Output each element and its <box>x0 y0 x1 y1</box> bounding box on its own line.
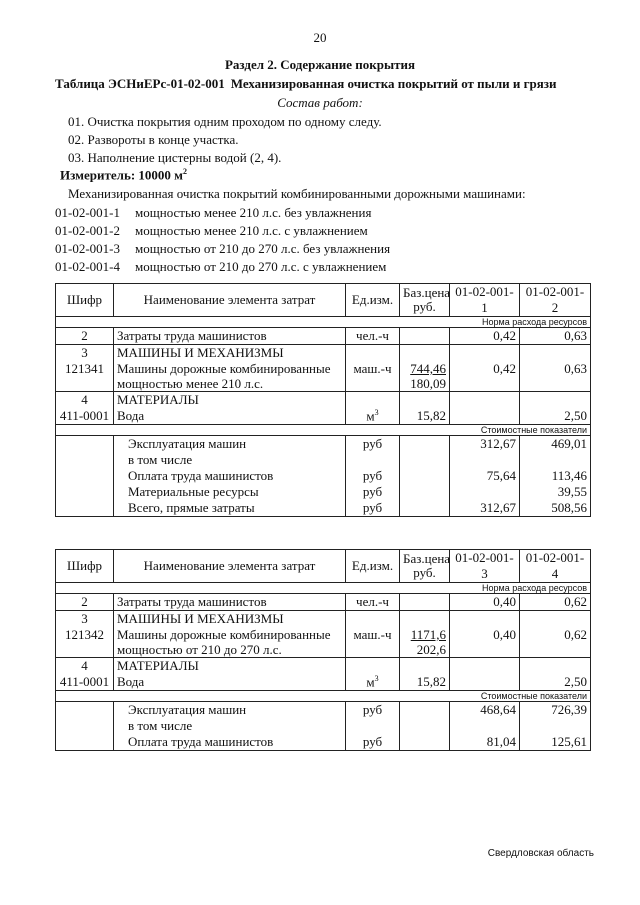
table-row: 2 Затраты труда машинистов чел.-ч 0,42 0,63 <box>56 328 591 345</box>
footer-region: Свердловская область <box>487 848 594 859</box>
work-item: 02. Развороты в конце участка. <box>68 132 239 147</box>
variant-row: 01-02-001-3 мощностью от 210 до 270 л.с. без увлажнения <box>55 241 391 256</box>
header-unit: Ед.изм. <box>346 550 400 583</box>
header-base-price: Баз.цена руб. <box>400 284 450 317</box>
variant-row: 01-02-001-2 мощностью менее 210 л.с. с увлажнением <box>55 223 368 238</box>
header-col-a: 01-02-001-1 <box>450 284 520 317</box>
table-name: Механизированная очистка покрытий от пыли и грязи <box>230 76 557 91</box>
header-shifr: Шифр <box>56 550 114 583</box>
cost-table-2 <box>55 549 591 751</box>
table-row: 121341 Машины дорожные комбинированные мощностью менее 210 л.с. маш.-ч 744,46 180,09 0,42 0,63 <box>56 361 591 392</box>
table-row: 411-0001 Вода $м^3$ 15,82 2,50 <box>56 674 591 691</box>
norm-label-row: Норма расхода ресурсов <box>56 583 591 594</box>
table-row: 3 МАШИНЫ И МЕХАНИЗМЫ <box>56 345 591 362</box>
page-number: 20 <box>313 30 327 45</box>
summary-row: Всего, прямые затраты руб 312,67 508,56 <box>56 500 591 517</box>
summary-row: Оплата труда машинистов руб 81,04 125,61 <box>56 734 591 751</box>
summary-row: в том числе <box>56 452 591 468</box>
header-name: Наименование элемента затрат <box>114 550 346 583</box>
table-row: 3 МАШИНЫ И МЕХАНИЗМЫ <box>56 611 591 628</box>
summary-row: Эксплуатация машин руб 468,64 726,39 <box>56 702 591 719</box>
header-col-a: 01-02-001-3 <box>450 550 520 583</box>
header-base-price: Баз.цена руб. <box>400 550 450 583</box>
table-row: 4 МАТЕРИАЛЫ <box>56 392 591 409</box>
summary-row: Материальные ресурсы руб 39,55 <box>56 484 591 500</box>
cost-label-row: Стоимостные показатели <box>56 691 591 702</box>
header-col-b: 01-02-001-4 <box>520 550 591 583</box>
work-heading: Состав работ: <box>277 95 363 110</box>
summary-row: в том числе <box>56 718 591 734</box>
table-row: 2 Затраты труда машинистов чел.-ч 0,40 0,62 <box>56 594 591 611</box>
summary-row: Эксплуатация машин руб 312,67 469,01 <box>56 436 591 453</box>
cost-table-1 <box>55 283 591 517</box>
header-col-b: 01-02-001-2 <box>520 284 591 317</box>
table-title <box>55 76 556 92</box>
header-shifr: Шифр <box>56 284 114 317</box>
summary-row: Оплата труда машинистов руб 75,64 113,46 <box>56 468 591 484</box>
intro-text: Механизированная очистка покрытий комбинированными дорожными машинами: <box>68 186 526 201</box>
header-unit: Ед.изм. <box>346 284 400 317</box>
table-code: Таблица ЭСНиЕРс-01-02-001 <box>55 76 225 91</box>
table-row: 411-0001 Вода $м^3$ 15,82 2,50 <box>56 408 591 425</box>
table-header-row <box>56 284 591 317</box>
variant-row: 01-02-001-1 мощностью менее 210 л.с. без увлажнения <box>55 205 372 220</box>
cost-label-row: Стоимостные показатели <box>56 425 591 436</box>
meter: Измеритель: 10000 $м^2$ <box>60 167 188 183</box>
work-item: 03. Наполнение цистерны водой (2, 4). <box>68 150 282 165</box>
section-title: Раздел 2. Содержание покрытия <box>224 57 416 72</box>
header-name: Наименование элемента затрат <box>114 284 346 317</box>
table-row: 4 МАТЕРИАЛЫ <box>56 658 591 675</box>
table-row: 121342 Машины дорожные комбинированные мощностью от 210 до 270 л.с. маш.-ч 1171,6 202,6 0,40 0,62 <box>56 627 591 658</box>
table-header-row <box>56 550 591 583</box>
variant-row: 01-02-001-4 мощностью от 210 до 270 л.с. с увлажнением <box>55 259 387 274</box>
work-item: 01. Очистка покрытия одним проходом по одному следу. <box>68 114 382 129</box>
norm-label-row: Норма расхода ресурсов <box>56 317 591 328</box>
